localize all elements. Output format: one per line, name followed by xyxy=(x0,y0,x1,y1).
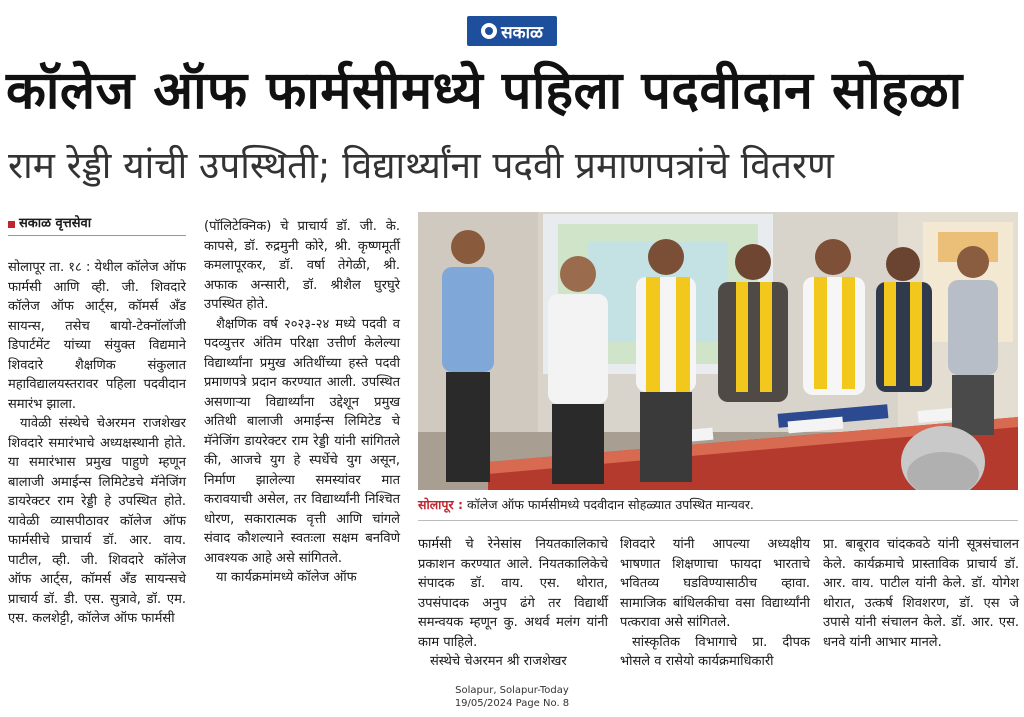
paragraph: फार्मसी चे रेनेसांस नियतकालिकाचे प्रकाशन करण्यात आले. नियतकालिकेचे संपादक डॉ. वाय. एस. थोरात, उपसंपादक अनुप ढंगे तर विद्यार्थी समन्वयक म्हणून कु. अथर्व मलंग यांनी काम पाहिले. xyxy=(418,537,608,650)
paragraph: यावेळी संस्थेचे चेअरमन राजशेखर शिवदारे समारंभाचे अध्यक्षस्थानी होते. या समारंभास प्रमुख पाहुणे म्हणून बालाजी अमाईन्स लिमिटेडचे मॅनेजिंग डायरेक्टर राम रेड्डी हे उपस्थित होते. यावेळी व्यासपीठावर कॉलेज ऑफ फार्मसीचे प्राचार्य डॉ. आर. वाय. पाटील, व्ही. जी. शिवदारे कॉलेज ऑफ आर्ट्स, कॉमर्स अँड सायन्सचे प्राचार्य डॉ. डी. एस. सुत्रावे, डॉ. एम. एस. कलशेट्टी, कॉलेज ऑफ फार्मसी xyxy=(8,416,186,626)
caption-divider xyxy=(418,520,1018,521)
photo-caption xyxy=(418,494,1018,516)
paragraph: प्रा. बाबूराव चांदकवठे यांनी सूत्रसंचालन केले. कार्यक्रमाचे प्रास्ताविक प्राचार्य डॉ. आर. वाय. पाटील यांनी केले. डॉ. योगेश थोरात, उत्कर्ष शिवशरण, डॉ. एस जे उपासे यांनी संचालन केले. डॉ. आर. एस. धनवे यांनी आभार मानले. xyxy=(823,537,1019,650)
subheadline: राम रेड्डी यांची उपस्थिती; विद्यार्थ्यांना पदवी प्रमाणपत्रांचे वितरण xyxy=(8,144,834,187)
caption-place: सोलापूर : xyxy=(418,497,463,512)
article-column-1 xyxy=(8,258,186,629)
byline-text: सकाळ वृत्तसेवा xyxy=(19,216,92,231)
caption-text: कॉलेज ऑफ फार्मसीमध्ये पदवीदान सोहळ्यात उपस्थित मान्यवर. xyxy=(462,497,754,512)
headline: कॉलेज ऑफ फार्मसीमध्ये पहिला पदवीदान सोहळा xyxy=(6,61,963,121)
paragraph: सोलापूर ता. १८ : येथील कॉलेज ऑफ फार्मसी आणि व्ही. जी. शिवदारे कॉलेज ऑफ आर्ट्स, कॉमर्स अँड सायन्स, तसेच बायो-टेक्नॉलॉजी डिपार्टमेंट यांच्या संयुक्त विद्यमाने शिवदारे शैक्षणिक संकुलात महाविद्यालयस्तरावर पहिला पदवीदान समारंभ झाला. xyxy=(8,260,186,412)
group-photo-icon xyxy=(418,212,1018,490)
logo-text: सकाळ xyxy=(501,22,543,43)
byline-divider xyxy=(8,235,186,236)
article-column-2 xyxy=(204,217,400,588)
byline xyxy=(8,214,188,234)
paragraph: या कार्यक्रमांमध्ये कॉलेज ऑफ xyxy=(216,570,357,585)
paragraph: शैक्षणिक वर्ष २०२३-२४ मध्ये पदवी व पदव्युत्तर अंतिम परिक्षा उत्तीर्ण केलेल्या विद्यार्थ्यांना प्रमुख अतिथींच्या हस्ते पदवी प्रमाणपत्रे प्रदान करण्यात आली. उपस्थित असणाऱ्या विद्यार्थ्यांना उद्देशून प्रमुख अतिथी बालाजी अमाईन्स लिमिटेड चे मॅनेजिंग डायरेक्टर राम रेड्डी यांनी सांगितले की, आजचे युग हे स्पर्धेचे युग असून, निर्माण झालेल्या समस्यांवर मात करावयाची असेल, तर विद्यार्थ्यांनी निश्चित धोरण, सकारात्मक वृत्ती आणि चांगले संवाद कौशल्याने स्वतःला सक्षम बनविणे आवश्यक आहे असे सांगितले. xyxy=(204,316,400,566)
article-column-5 xyxy=(823,535,1019,652)
article-column-4 xyxy=(620,535,810,672)
page-footer xyxy=(0,684,1024,710)
footer-edition: Solapur, Solapur-Today xyxy=(455,685,569,696)
paragraph: संस्थेचे चेअरमन श्री राजशेखर xyxy=(430,654,567,669)
event-photo xyxy=(418,212,1018,490)
article-column-3 xyxy=(418,535,608,672)
bullet-square-icon xyxy=(8,221,15,228)
sakal-logo xyxy=(467,16,557,46)
footer-date-page: 19/05/2024 Page No. 8 xyxy=(454,698,570,709)
paragraph: (पॉलिटेक्निक) चे प्राचार्य डॉ. जी. के. कापसे, डॉ. रुद्रमुनी कोरे, श्री. कृष्णमूर्ती कमलापूरकर, डॉ. वर्षा तेगेळी, श्री. अफाक अन्सारी, डॉ. श्रीशैल घुरघुरे उपस्थित होते. xyxy=(204,219,400,312)
paragraph: शिवदारे यांनी आपल्या अध्यक्षीय भाषणात शिक्षणाचा फायदा भारताचे भवितव्य घडविण्यासाठीच व्हावा. सामाजिक बांधिलकीचा वसा विद्यार्थ्यांनी पत्करावा असे सांगितले. xyxy=(620,537,810,630)
paragraph: सांस्कृतिक विभागाचे प्रा. दीपक भोसले व रासेयो कार्यक्रमाधिकारी xyxy=(620,634,810,669)
sun-logo-icon xyxy=(481,23,497,39)
